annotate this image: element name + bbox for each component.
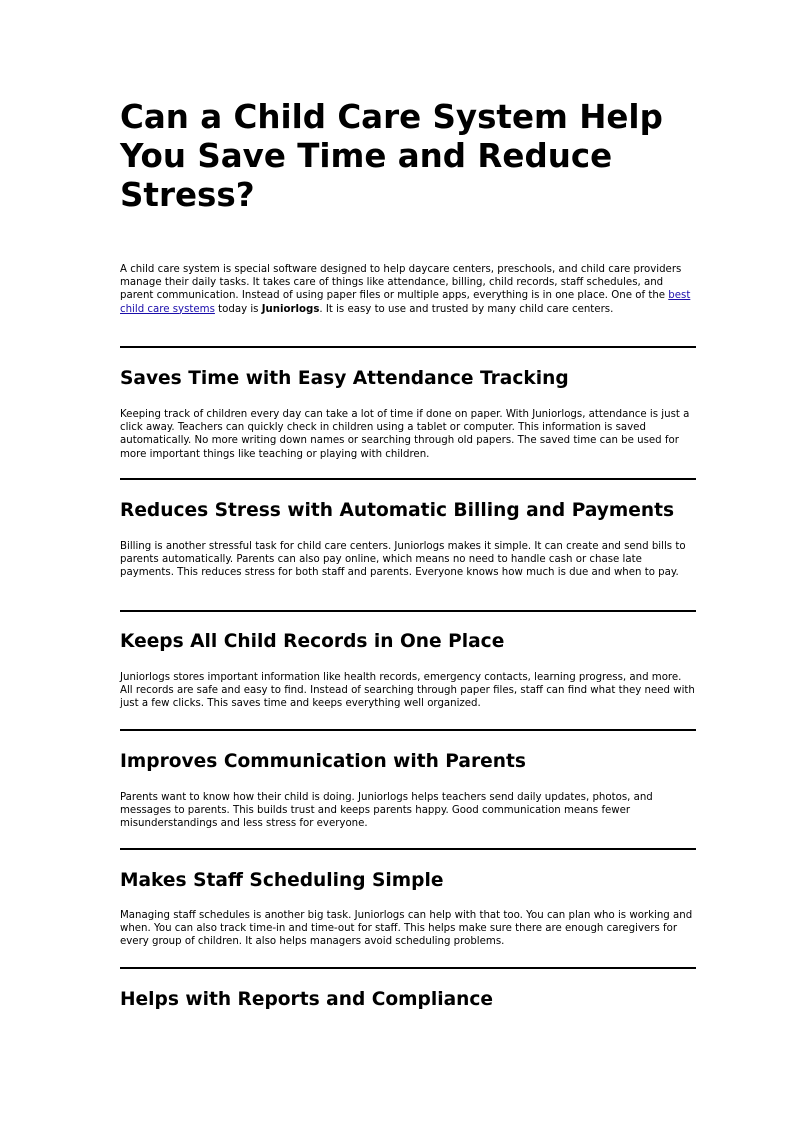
section-heading-scheduling: Makes Staff Scheduling Simple (120, 870, 444, 891)
page-title: Can a Child Care System Help You Save Time and Reduce Stress? (120, 98, 663, 214)
section-body-communication: Parents want to know how their child is doing. Juniorlogs helps teachers send daily updates, photos, and messages to parents. This builds trust and keeps parents happy. Good communication means fewer misunderstandings and less stress for everyone. (120, 792, 653, 830)
intro-text-between: today is (214, 303, 262, 315)
section-heading-communication: Improves Communication with Parents (120, 751, 526, 772)
section-heading-records: Keeps All Child Records in One Place (120, 631, 505, 652)
section-body-attendance: Keeping track of children every day can take a lot of time if done on paper. With Juniorlogs, attendance is just a click away. Teachers can quickly check in children using a tablet or computer. This information is saved automatically. No more writing down names or searching through old papers. The saved time can be used for more important things like teaching or playing with children. (120, 409, 690, 460)
section-divider (120, 967, 696, 969)
best-child-care-systems-link[interactable]: best child care systems (120, 290, 691, 315)
brand-name: Juniorlogs (261, 303, 320, 315)
intro-text-after: . It is easy to use and trusted by many child care centers. (319, 303, 614, 315)
intro-text-before-link: A child care system is special software designed to help daycare centers, preschools, and child care providers manage their daily tasks. It takes care of things like attendance, billing, child records, staff schedules, and parent communication. Instead of using paper files or multiple apps, everything is in one place. One of the (120, 264, 682, 302)
section-body-billing: Billing is another stressful task for child care centers. Juniorlogs makes it simple. It can create and send bills to parents automatically. Parents can also pay online, which means no need to handle cash or chase late payments. This reduces stress for both staff and parents. Everyone knows how much is due and when to pay. (120, 541, 686, 579)
section-divider (120, 610, 696, 612)
section-body-records: Juniorlogs stores important information like health records, emergency contacts, learning progress, and more. All records are safe and easy to find. Instead of searching through paper files, staff can find what they need with just a few clicks. This saves time and keeps everything well organized. (120, 672, 695, 710)
section-heading-reports: Helps with Reports and Compliance (120, 989, 493, 1010)
section-divider (120, 346, 696, 348)
section-body-scheduling: Managing staff schedules is another big task. Juniorlogs can help with that too. You can plan who is working and when. You can also track time-in and time-out for staff. This helps make sure there are enough caregivers for every group of children. It also helps managers avoid scheduling problems. (120, 910, 693, 948)
section-divider (120, 478, 696, 480)
section-divider (120, 729, 696, 731)
section-heading-billing: Reduces Stress with Automatic Billing and Payments (120, 500, 675, 521)
section-heading-attendance: Saves Time with Easy Attendance Tracking (120, 368, 569, 389)
intro-paragraph (120, 263, 696, 316)
section-divider (120, 848, 696, 850)
